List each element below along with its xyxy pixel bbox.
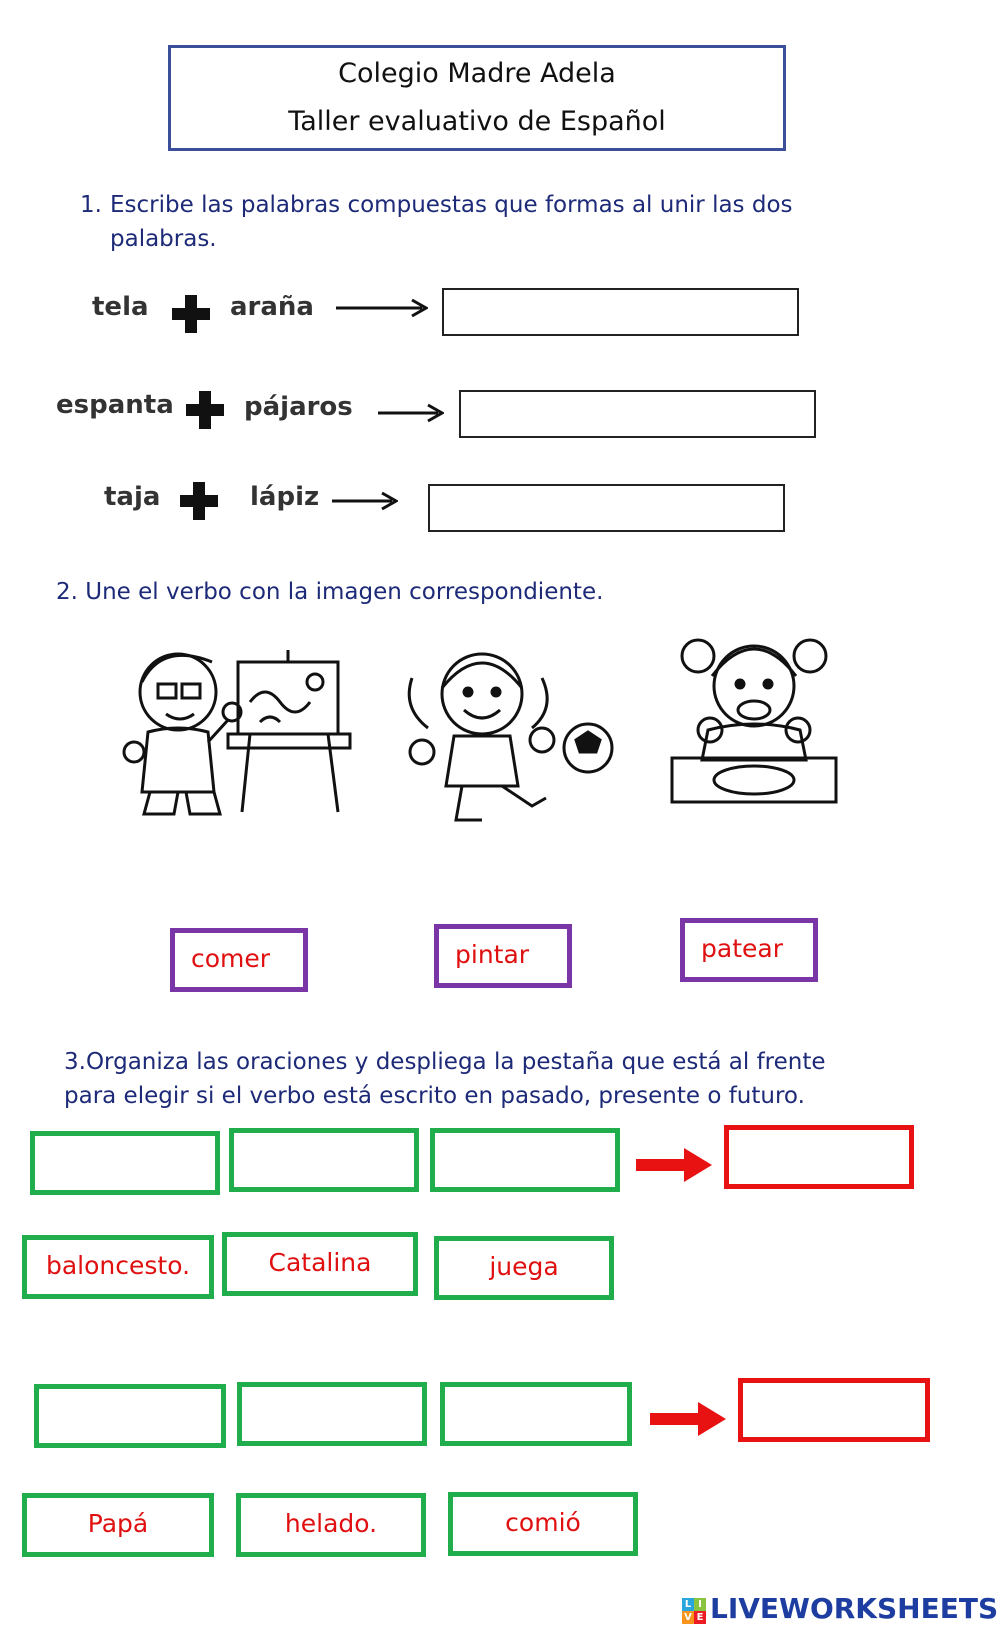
arrow-right-icon [378, 403, 444, 423]
plus-icon [180, 482, 218, 520]
sentence2-drop-zone-1[interactable] [34, 1384, 226, 1448]
girl-kicking-ball-image [392, 648, 630, 828]
sentence1-drop-zone-2[interactable] [229, 1128, 419, 1192]
girl-eating-image [668, 630, 840, 810]
arrow-right-icon [332, 491, 398, 511]
soccer-icon [392, 648, 630, 828]
row3-answer-input[interactable] [428, 484, 785, 532]
logo-letter: E [694, 1611, 706, 1624]
word-card-juega[interactable]: juega [434, 1236, 614, 1300]
row2-word1: espanta [56, 390, 174, 420]
brand-name: LIVEWORKSHEETS [710, 1592, 999, 1625]
plus-icon [172, 295, 210, 333]
liveworksheets-logo [682, 1590, 999, 1630]
section1-number: 1. [80, 192, 102, 218]
row1-word2: araña [230, 292, 314, 322]
word-card-papa[interactable]: Papá [22, 1493, 214, 1557]
logo-letter: V [682, 1611, 694, 1624]
word-card-comio[interactable]: comió [448, 1492, 638, 1556]
red-arrow-icon [636, 1148, 712, 1182]
sentence1-drop-zone-3[interactable] [430, 1128, 620, 1192]
sentence1-drop-zone-1[interactable] [30, 1131, 220, 1195]
row3-word2: lápiz [250, 482, 320, 512]
sentence2-tense-dropdown[interactable] [738, 1378, 930, 1442]
red-arrow-icon [650, 1402, 726, 1436]
arrow-right-icon [336, 298, 428, 318]
verb-card-comer[interactable]: comer [170, 928, 308, 992]
row1-word1: tela [92, 292, 149, 322]
row2-answer-input[interactable] [459, 390, 816, 438]
section3-instruction-line2: para elegir si el verbo está escrito en pasado, presente o futuro. [64, 1083, 805, 1109]
logo-mark-icon [682, 1598, 706, 1624]
sentence2-drop-zone-2[interactable] [237, 1382, 427, 1446]
word-card-helado[interactable]: helado. [236, 1493, 426, 1557]
verb-card-patear[interactable]: patear [680, 918, 818, 982]
header-box [168, 45, 786, 151]
section1-instruction-line1: Escribe las palabras compuestas que formas al unir las dos [110, 192, 793, 218]
row3-word1: taja [104, 482, 161, 512]
row1-answer-input[interactable] [442, 288, 799, 336]
sentence1-tense-dropdown[interactable] [724, 1125, 914, 1189]
section2-instruction: 2. Une el verbo con la imagen correspondiente. [56, 579, 604, 605]
logo-letter: I [694, 1598, 706, 1611]
school-name: Colegio Madre Adela [338, 58, 616, 89]
painting-icon [120, 642, 354, 822]
plus-icon [186, 391, 224, 429]
worksheet-title: Taller evaluativo de Español [288, 106, 666, 137]
word-card-catalina[interactable]: Catalina [222, 1232, 418, 1296]
eating-icon [668, 630, 840, 810]
word-card-baloncesto[interactable]: baloncesto. [22, 1235, 214, 1299]
section3-instruction-line1: 3.Organiza las oraciones y despliega la pestaña que está al frente [64, 1049, 826, 1075]
sentence2-drop-zone-3[interactable] [440, 1382, 632, 1446]
verb-card-pintar[interactable]: pintar [434, 924, 572, 988]
row2-word2: pájaros [244, 392, 353, 422]
logo-letter: L [682, 1598, 694, 1611]
boy-painting-image [120, 642, 354, 822]
section1-instruction-line2: palabras. [110, 226, 217, 252]
